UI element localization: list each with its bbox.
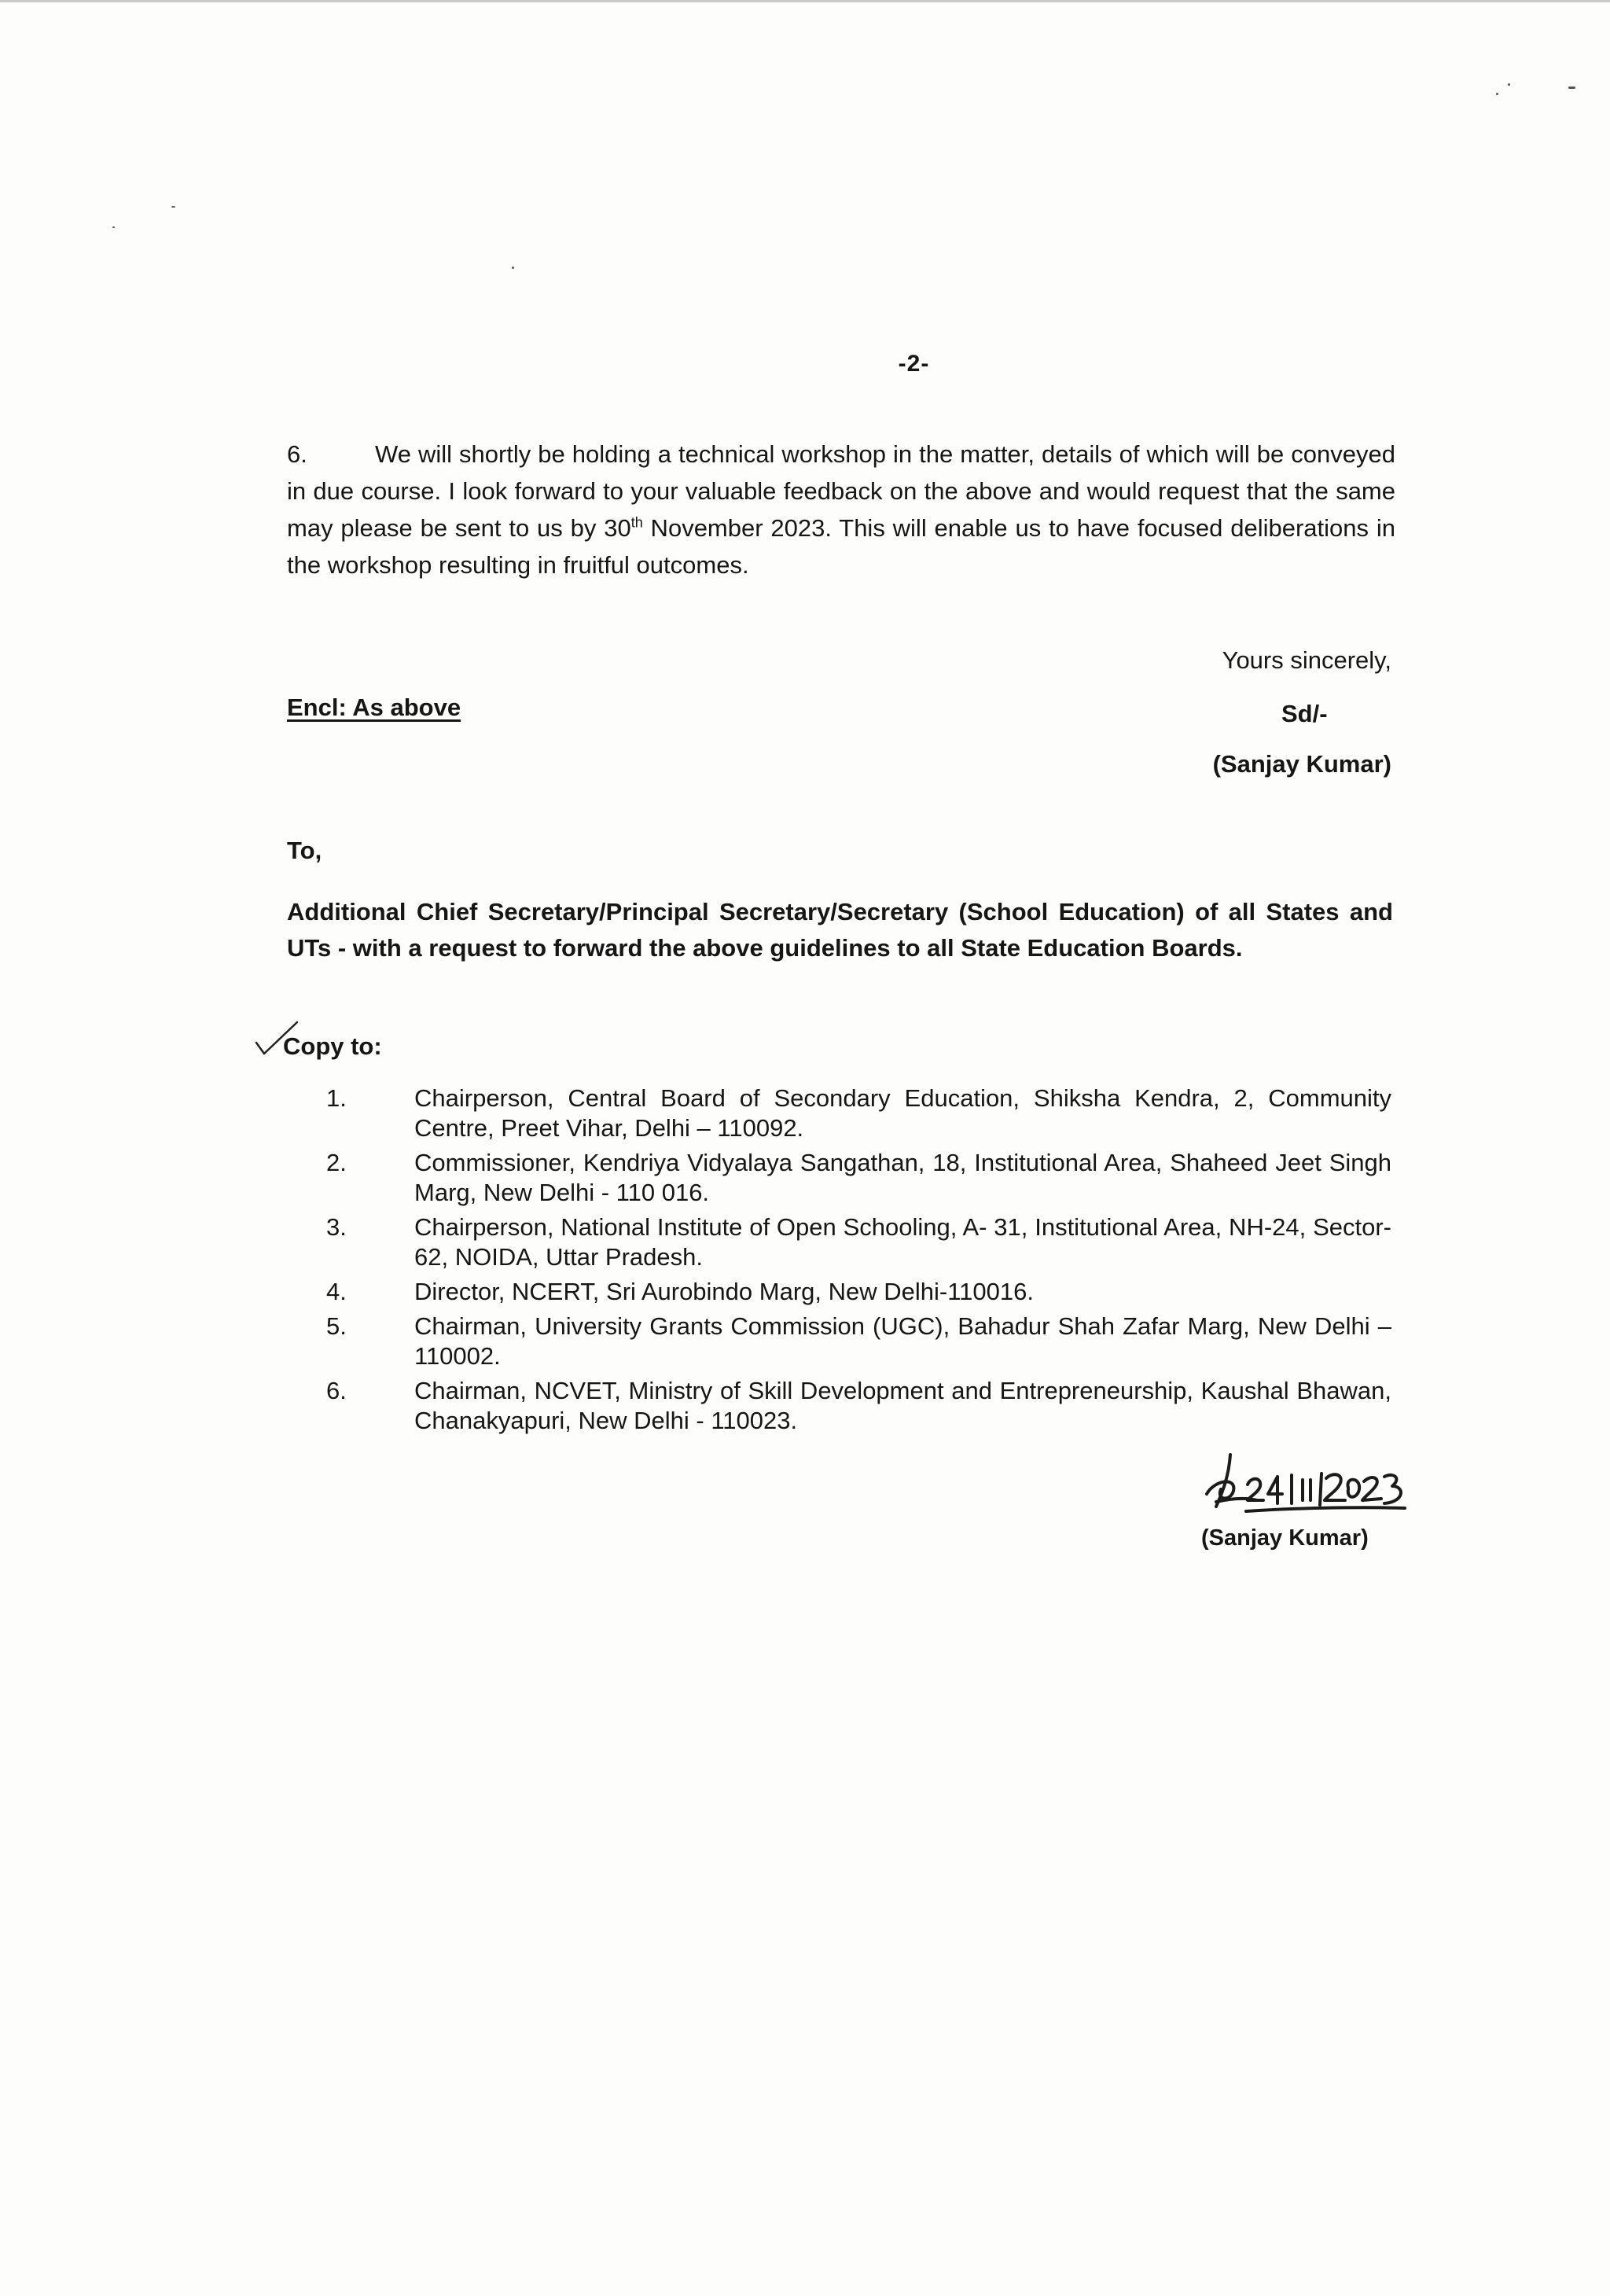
signature-name: (Sanjay Kumar) [1201,1525,1369,1551]
list-item-number: 4. [326,1278,347,1305]
list-item [322,1084,1391,1143]
signatory-name: (Sanjay Kumar) [1212,750,1391,778]
list-item-text: Chairperson, National Institute of Open Schooling, A- 31, Institutional Area, NH-24, Sector-62, NOIDA, Uttar Pradesh. [414,1213,1391,1271]
scan-speck [1568,86,1575,89]
list-item-number: 1. [326,1084,347,1112]
closing-salutation: Yours sincerely, [1222,646,1391,674]
paragraph-number: 6. [287,440,307,468]
list-item-text: Director, NCERT, Sri Aurobindo Marg, New Delhi-110016. [414,1278,1034,1305]
list-item [322,1376,1391,1436]
signed-mark: Sd/- [1281,700,1328,727]
scan-speck [1508,83,1510,86]
list-item-number: 5. [326,1312,347,1340]
paragraph-superscript: th [630,514,643,531]
page-number: -2- [898,351,930,377]
enclosure-note: Encl: As above [287,694,461,721]
paragraph-text: We will shortly be holding a technical workshop in the matter, details of which will be conveyed in due course. I look forward to your valuable feedback on the above and would request that the same may please be sent to us by 30 [287,440,1395,542]
list-item-text: Commissioner, Kendriya Vidyalaya Sangathan, 18, Institutional Area, Shaheed Jeet Singh Marg, New Delhi - 110 016. [414,1149,1391,1206]
list-item-text: Chairman, University Grants Commission (UGC), Bahadur Shah Zafar Marg, New Delhi – 110002. [414,1312,1391,1370]
copy-to-label: Copy to: [283,1032,382,1060]
scan-speck [512,267,514,269]
to-label: To, [287,837,322,864]
copy-to-list [322,1084,1391,1441]
list-item [322,1312,1391,1371]
list-item-number: 2. [326,1149,347,1176]
scan-speck [112,226,115,228]
list-item-text: Chairperson, Central Board of Secondary Education, Shiksha Kendra, 2, Community Centre, Preet Vihar, Delhi – 110092. [414,1084,1391,1142]
scan-edge-line [0,0,1610,2]
paragraph-text-end: November 2023. This will enable us to have focused deliberations in the workshop resulting in fruitful outcomes. [287,514,1395,579]
list-item [322,1277,1391,1307]
list-item-text: Chairman, NCVET, Ministry of Skill Development and Entrepreneurship, Kaushal Bhawan, Chanakyapuri, New Delhi - 110023. [414,1377,1391,1434]
list-item-number: 6. [326,1377,347,1404]
addressee: Additional Chief Secretary/Principal Secretary/Secretary (School Education) of all States and UTs - with a request to forward the above guidelines to all State Education Boards. [287,898,1393,962]
scan-speck [1496,93,1498,95]
list-item-number: 3. [326,1213,347,1241]
scan-speck [171,206,175,208]
list-item [322,1212,1391,1272]
paragraph-6 [287,436,1395,583]
list-item [322,1148,1391,1208]
